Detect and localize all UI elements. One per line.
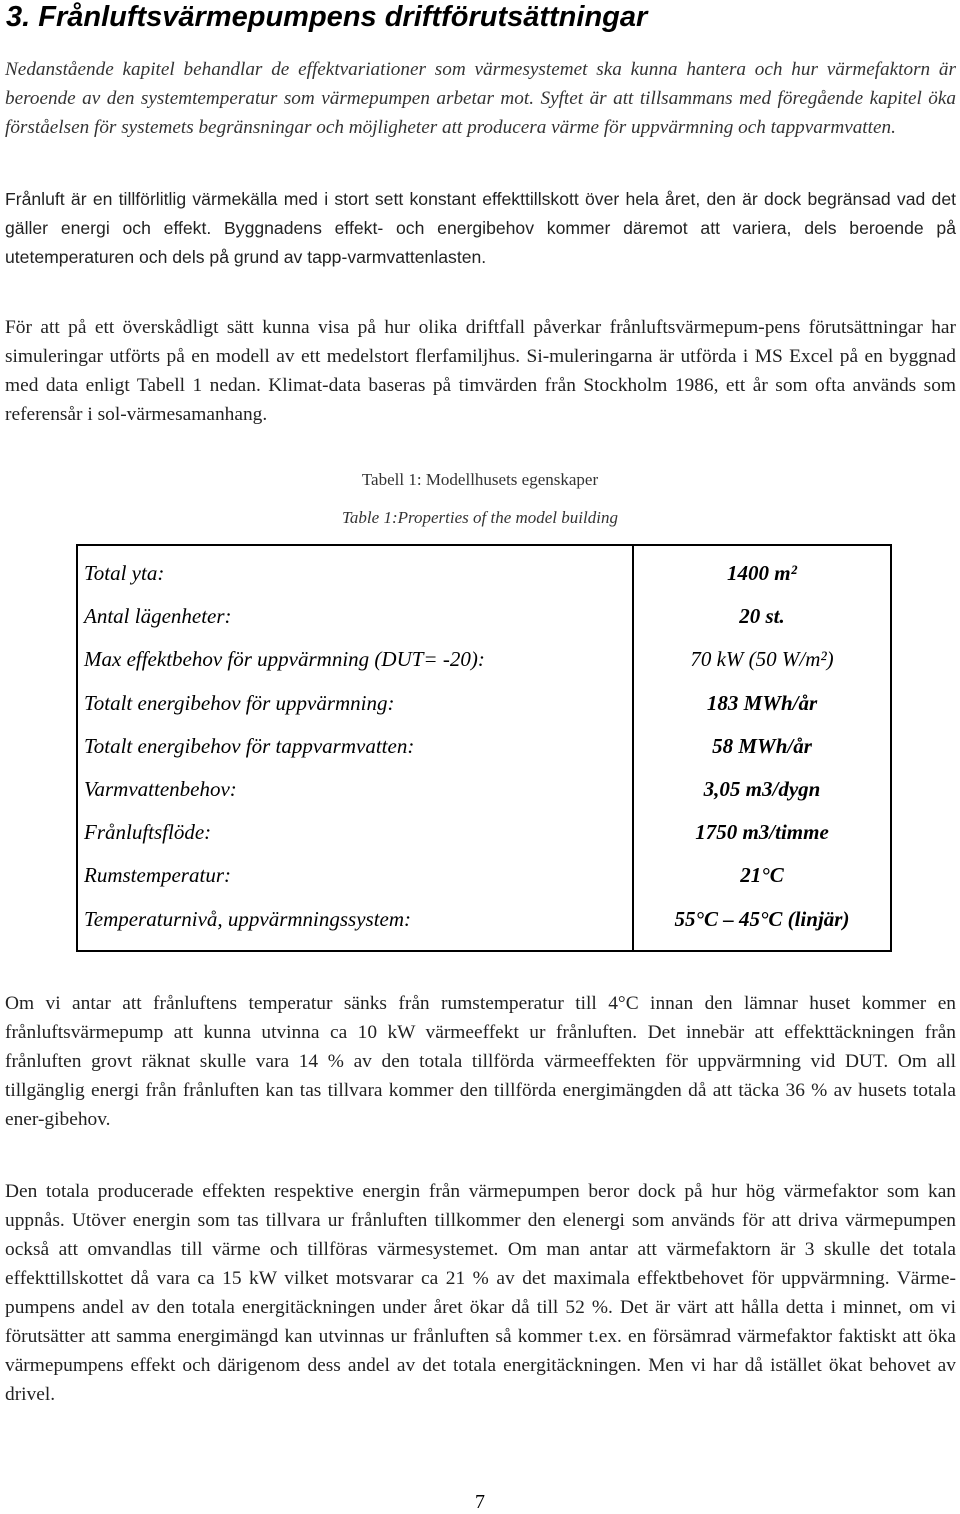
table-value: 1750 m3/timme — [695, 820, 829, 845]
table-caption-english: Table 1:Properties of the model building — [342, 508, 618, 527]
body-paragraph-4: Den totala producerade effekten respektive energin från värmepumpen beror dock på hur hög värmefaktor som kan uppnås. Utöver energin som tas tillvara ur frånluften tillkommer den elenergi som används för att driva värmepumpen också att omvandlas till värme och tillföras värmesystemet. Om man antar att värmefaktorn är 3 skulle det totala effekttillskottet då vara ca 15 kW vilket motsvarar ca 21 % av det maximala effektbehovet för uppvärmning. Värme-pumpens andel av den totala energitäckningen under året ökar då till 52 %. Det är värt att hålla detta i minnet, om vi förutsätter att samma energimängd kan utvinnas ur frånluften så kommer t.ex. en försämrad värmefaktor faktiskt att öka värmepumpens effekt och därigenom dess andel av det totala energitäckningen. Men vi har då istället ökat behovet av drivel. — [5, 1181, 956, 1405]
table-label-column — [77, 545, 633, 951]
table-value: 183 MWh/år — [706, 690, 818, 715]
table-label: Temperaturnivå, uppvärmningssystem: — [84, 906, 412, 931]
intro-paragraph: Nedanstående kapitel behandlar de effektvariationer som värmesystemet ska kunna hantera och hur värmefaktorn är beroende av den systemtemperatur som värmepumpen arbetar mot. Syftet är att tillsammans med föregående kapitel öka förståelsen för systemets begränsningar och möjligheter att producera värme för uppvärmning och tappvarmvatten. — [5, 59, 956, 138]
table-label: Totalt energibehov för tappvarmvatten: — [84, 733, 415, 758]
table-label: Totalt energibehov för uppvärmning: — [84, 690, 395, 715]
table-label: Max effektbehov för uppvärmning (DUT= -20): — [84, 647, 485, 672]
body-paragraph-3: Om vi antar att frånluftens temperatur sänks från rumstemperatur till 4°C innan den lämnar huset kommer en frånluftsvärmepump att kunna utvinna ca 10 kW värmeeffekt ur frånluften. Det innebär att effekttäckningen från frånluften grovt räknat skulle vara 14 % av den totala tillförda värmeeffekten för uppvärmning vid DUT. Om all tillgänglig energi från frånluften kan tas tillvara kommer den tillförda energimängden då att täcka 36 % av husets totala ener-gibehov. — [5, 993, 956, 1130]
table-label: Total yta: — [84, 561, 165, 585]
table-label: Frånluftsflöde: — [84, 820, 212, 845]
table-value: 21°C — [740, 863, 784, 888]
model-building-table — [76, 544, 892, 952]
table-value: 3,05 m3/dygn — [703, 776, 821, 801]
table-label: Varmvattenbehov: — [84, 776, 237, 801]
table-value: 55°C – 45°C (linjär) — [674, 906, 850, 931]
page-number: 7 — [475, 1491, 485, 1513]
table-value: 20 st. — [739, 604, 785, 629]
table-caption-swedish: Tabell 1: Modellhusets egenskaper — [361, 470, 599, 489]
table-value-column — [633, 545, 891, 951]
body-paragraph-1: Frånluft är en tillförlitlig värmekälla med i stort sett konstant effekttillskott över hela året, den är dock begränsad vad det gäller energi och effekt. Byggnadens effekt- och energibehov kommer däremot att variera, dels beroende på utetemperaturen och dels på grund av tapp-varmvattenlasten. — [5, 189, 956, 267]
table-label: Rumstemperatur: — [84, 863, 231, 888]
body-paragraph-2: För att på ett överskådligt sätt kunna visa på hur olika driftfall påverkar frånluftsvärmepum-pens förutsättningar har simuleringar utförts på en modell av ett medelstort flerfamiljhus. Si-muleringarna är utförda i MS Excel på en byggnad med data enligt Tabell 1 nedan. Klimat-data baseras på timvärden från Stockholm 1986, ett år som ofta används som referensår i sol-värmesamanhang. — [5, 317, 956, 425]
table-value: 1400 m² — [727, 561, 797, 585]
table-label: Antal lägenheter: — [84, 604, 232, 629]
table-value: 58 MWh/år — [712, 733, 812, 758]
section-heading: 3. Frånluftsvärmepumpens driftförutsättningar — [6, 1, 648, 33]
table-value: 70 kW (50 W/m²) — [690, 647, 834, 672]
